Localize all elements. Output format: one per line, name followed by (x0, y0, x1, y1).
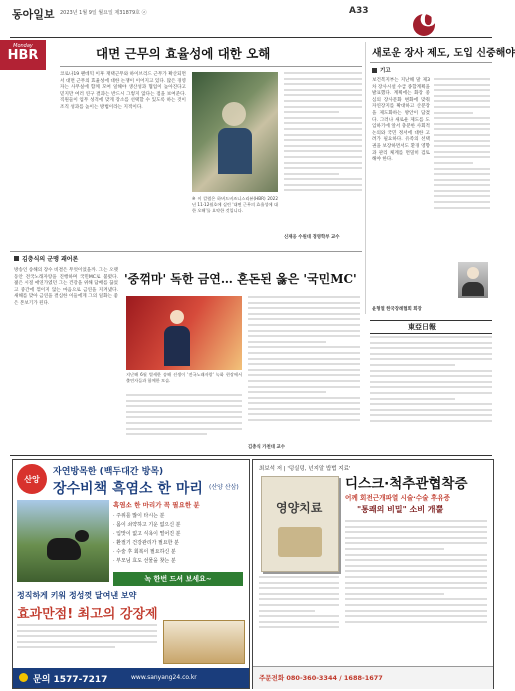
article-contribution-body-col2 (434, 78, 490, 258)
square-bullet-icon (372, 68, 377, 73)
goat-ad-url[interactable]: www.sanyang24.co.kr (131, 674, 197, 681)
column-name-label: 김충식의 군맹 괘어론 (22, 256, 79, 263)
book-ad-paper: 東亞日報 (408, 322, 436, 331)
goat-ad-item: · 부모님 효도 선물을 찾는 분 (113, 558, 176, 564)
disc-ad-footer (253, 666, 493, 689)
goat-ad-item: · 주위를 많이 타시는 분 (113, 513, 165, 519)
contribution-author-photo (458, 262, 488, 298)
article-hbr (60, 38, 362, 248)
article-hbr-body-col2 (284, 72, 362, 232)
disc-ad-body (345, 520, 487, 654)
goat-ad-banner (113, 572, 243, 586)
book-ad-text (370, 336, 492, 448)
article-column-caption: 지난해 6월 별세한 송해 선생이 '전국노래자랑' 녹화 현장에서 출연자들과 함께한 모습. (126, 372, 242, 383)
paper-logo: 동아일보 (12, 8, 55, 21)
article-hbr-headline: 대면 근무의 효율성에 대한 오해 (96, 46, 271, 61)
section-title: Opinion (420, 9, 505, 31)
disc-ad-phone[interactable]: 주문전화 080-360-3344 / 1688-1677 (259, 674, 383, 682)
section-divider (10, 251, 362, 252)
article-hbr-photo (192, 72, 278, 192)
disc-ad-title: 디스크·척추관협착증 (345, 476, 468, 492)
hbr-badge-main: HBR (7, 48, 39, 63)
book-cover-art-icon (278, 527, 322, 557)
goat-ad-photo (17, 500, 109, 582)
article-column-body-col2 (126, 394, 242, 454)
article-contribution (370, 38, 515, 318)
office-figure-icon (222, 102, 246, 126)
page-number: A33 (349, 6, 369, 16)
column-divider (365, 42, 366, 314)
goat-ad-brand (17, 464, 47, 494)
disc-ad-left-text (259, 576, 339, 654)
column-name (14, 254, 78, 263)
goat-ad-head-small: 자연방목한 (백두대간 방목) (53, 467, 164, 477)
contribution-tag (372, 66, 391, 74)
goat-ad-fineprint (17, 624, 157, 664)
goat-ad-footer (13, 668, 249, 688)
hbr-badge (0, 40, 46, 70)
article-column-author: 김충식 가천대 교수 (248, 445, 285, 450)
article-column-body-col3 (248, 296, 360, 452)
article-column-body: 방송인 송해의 장수 비결은 무엇이었을까. 그는 오랫동안 전국노래자랑을 진행하며 국민MC로 불렸다. 젊은 시절 애연가였던 그는 건강을 위해 담배를 끊었고 중간에 꺾이지 않는 마음으로 금연을 지켜냈다. 새해를 맞아 금연을 결심한 이들에게 그의 일화는 좋은 본보기가 된다. (14, 268, 118, 306)
disc-ad-book-label: 최보석 저 | '덩실덩, 넌지알 밥법 지료' (259, 466, 351, 472)
goat-ad-offer-big: 효과만점! 최고의 강장제 (17, 607, 158, 622)
goat-ad-box-photo (163, 620, 245, 664)
goat-ad-items (113, 512, 245, 566)
contribution-rule (370, 62, 492, 63)
goat-ad-brand-label: 산앙 (24, 474, 40, 484)
goat-ad (12, 459, 250, 689)
article-contribution-headline: 새로운 장사 제도, 도입 신중해야 (372, 48, 515, 59)
disc-ad-subtitle: 어께 회전근개파열 시술·수술 후유증 (345, 494, 450, 502)
phone-icon (19, 673, 28, 682)
masthead (0, 0, 505, 38)
ad-divider (10, 455, 492, 456)
office-figure-body-icon (218, 128, 252, 174)
issue-date: 2023년 1월 9일 월요일 제31879호 ⓐ (60, 10, 147, 16)
host-figure-icon (170, 310, 184, 324)
article-column-headline: '중꺾마' 독한 금연… 혼돈된 옳은 '국민MC' (124, 272, 357, 286)
goat-ad-offer-small: 정직하게 키워 정성껏 달여낸 보약 (17, 591, 137, 600)
book-ad (370, 320, 492, 455)
disc-ad-tagline: "통쾌의 비밀" 소비 개뿔 (357, 505, 444, 514)
goat-ad-head-sub: (산양 산삼) (209, 484, 239, 491)
goat-icon (47, 538, 81, 560)
host-figure-body-icon (164, 326, 190, 366)
goat-ad-phone[interactable]: 문의 1577-7217 (33, 675, 108, 685)
disc-ad-book-cover-title: 영양치료 (276, 501, 323, 515)
goat-ad-item: · 환절기 건강관리가 필요한 분 (113, 540, 179, 546)
goat-ad-product: 흑염소 한 마리가 꼭 필요한 분 (113, 501, 200, 509)
person-icon (467, 267, 479, 279)
article-contribution-author: 윤형열 한국장례협회 회장 (372, 307, 422, 312)
person-body-icon (462, 282, 484, 296)
contribution-tag-label: 기고 (380, 68, 391, 74)
disc-ad-book-cover (261, 476, 339, 572)
hbr-badge-top: Monday (13, 43, 33, 49)
disc-ad (252, 459, 494, 689)
square-bullet-icon (14, 256, 19, 261)
article-hbr-author: 신재웅 수원대 경영학부 교수 (284, 235, 340, 240)
goat-ad-item: · 수술 후 회복이 필요하신 분 (113, 549, 176, 555)
book-ad-header (370, 320, 492, 334)
goat-ad-banner-label: 녹 한번 드셔 보세요~ (144, 575, 212, 583)
goat-ad-item: · 몸이 쇠약하고 기운 없으신 분 (113, 522, 181, 528)
goat-ad-head-big: 장수비책 흑염소 한 마리 (53, 481, 203, 497)
goat-ad-item: · 입맛이 없고 식욕이 떨어진 분 (113, 531, 181, 537)
goat-head-icon (75, 530, 89, 542)
article-contribution-body: 보건복지부는 지난해 말 제3차 장사시설 수급 종합계획을 발표했다. 계획에는 화장 중심의 장사문화 변화에 맞춰 자연장지를 확대하고 산분장을 제도화하는 방안이 담겼다. 그러나 새로운 제도를 도입하기에 앞서 충분한 사회적 논의와 국민 정서에 대한 고려가 필요하다. 유족의 선택권을 보장하면서도 환경 영향과 관리 체계를 면밀히 검토해야 한다. (372, 78, 430, 163)
article-hbr-body: 코로나19 팬데믹 이후 재택근무와 하이브리드 근무가 확산되면서 대면 근무의 효율성에 대한 논쟁이 이어지고 있다. 많은 경영자는 사무실에 함께 모여 일해야 생산성과 협업이 높아진다고 믿지만 여러 연구 결과는 반드시 그렇지 않다는 점을 보여준다. 직원들이 업무 성격에 맞게 장소를 선택할 수 있도록 하는 것이 조직 성과를 높이는 방법이라는 지적이다. (60, 72, 186, 110)
article-column-photo (126, 296, 242, 370)
article-column (14, 254, 362, 454)
article-hbr-caption: ※ 이 칼럼은 하버드비즈니스리뷰(HBR) 2022년 11·12월호에 실린 '대면 근무의 효율성에 대한 오해'를 요약한 것입니다. (192, 196, 278, 213)
headline-rule (60, 66, 362, 67)
